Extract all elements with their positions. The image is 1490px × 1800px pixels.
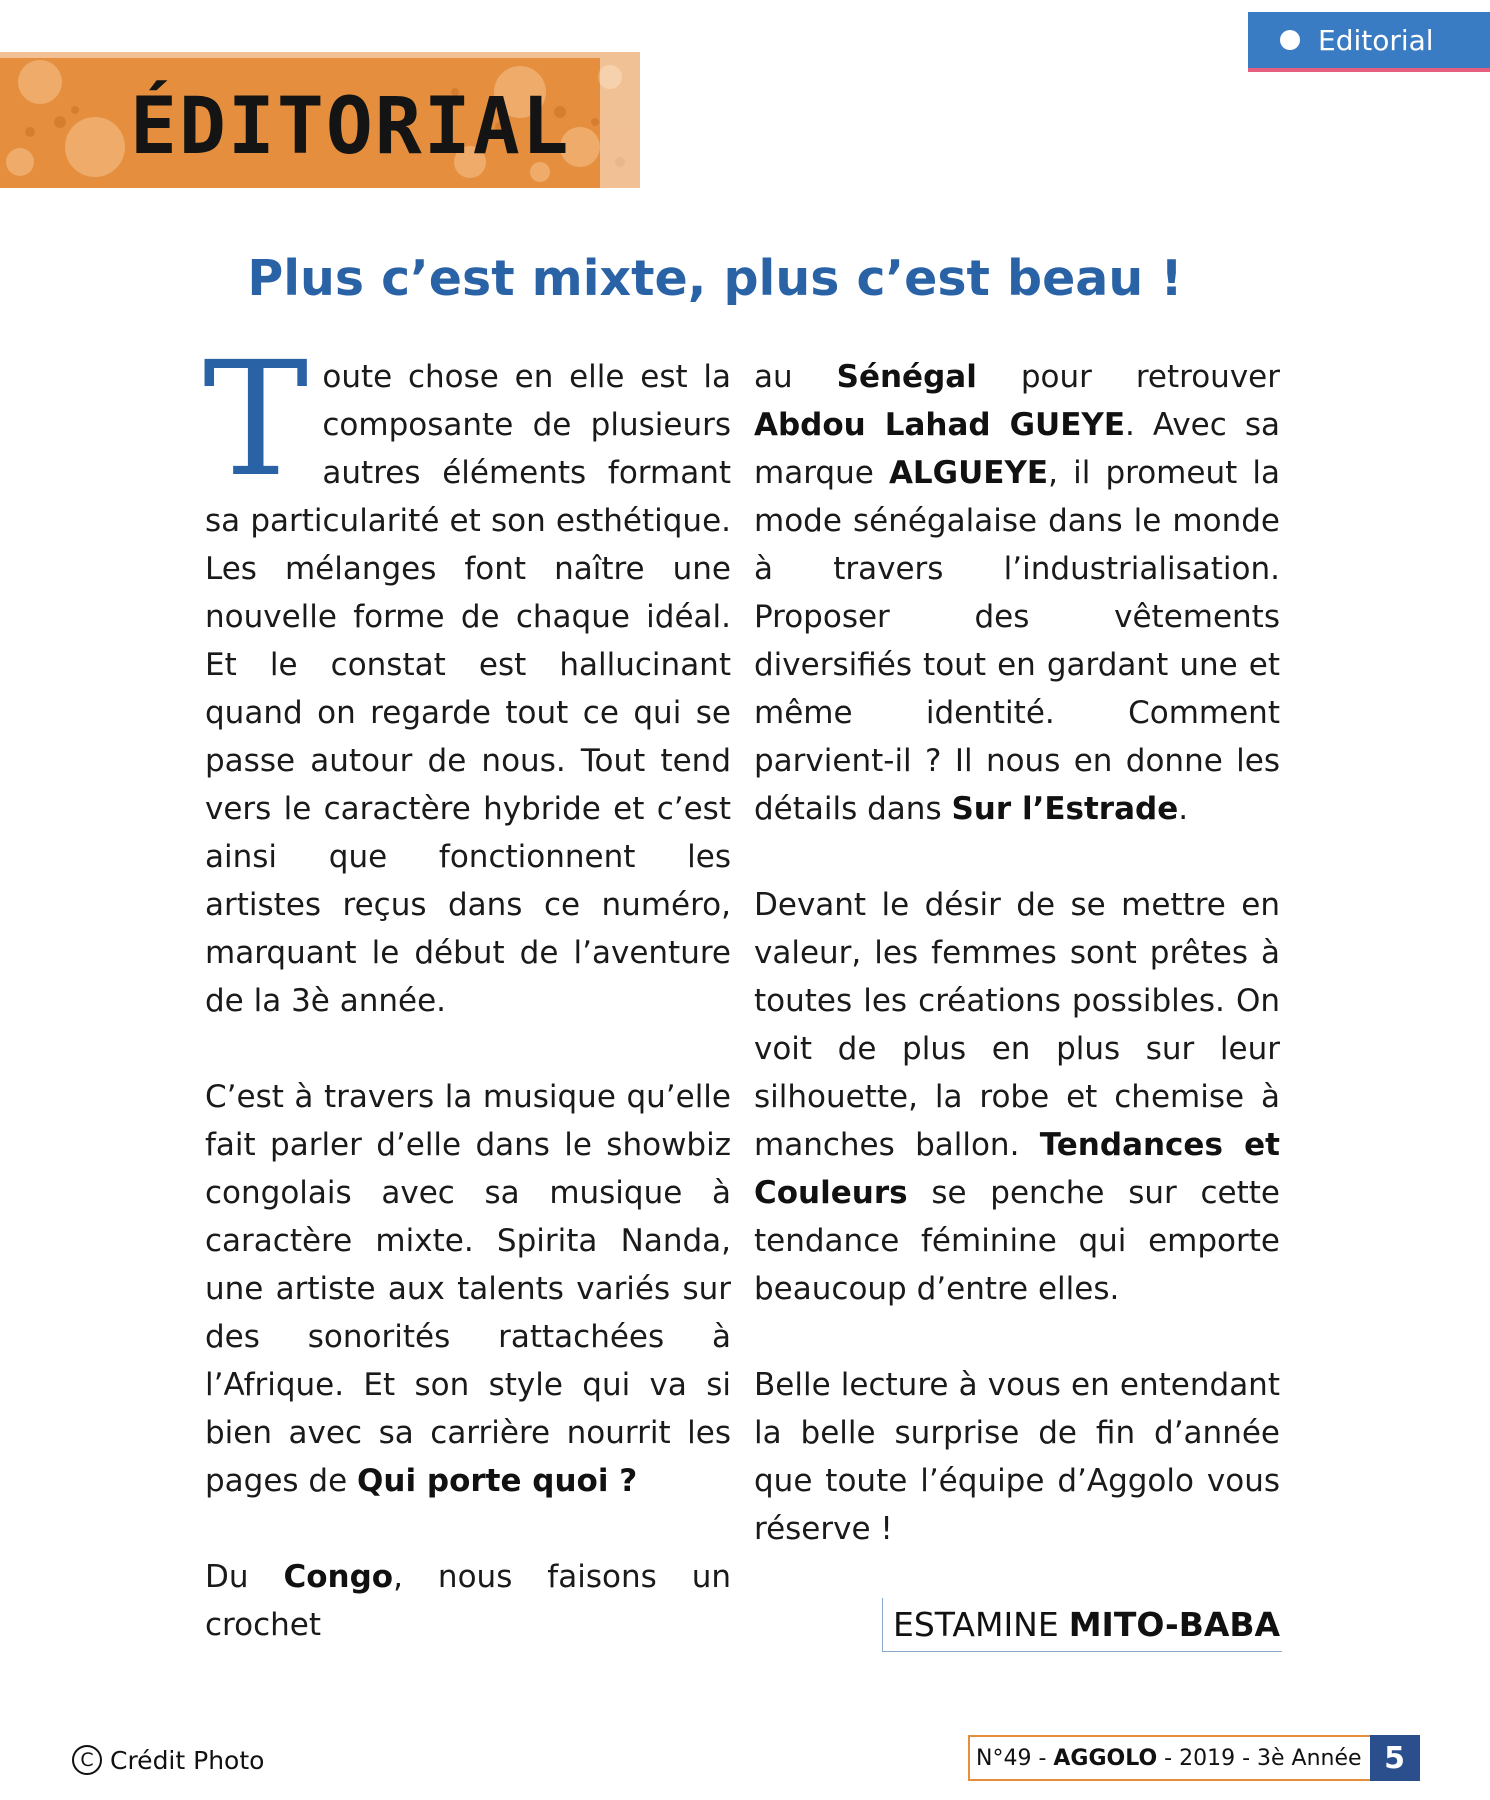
country-name: Sénégal (836, 359, 977, 395)
section-reference: Tendances et Couleurs (754, 1127, 1280, 1211)
section-tab-label: Editorial (1318, 23, 1434, 57)
headline-part: Plus c’est (247, 250, 532, 307)
paragraph-text: oute chose en elle est la composante de plusieurs autres éléments formant sa particularité et son esthétique. Les mélanges font naître une nouvelle forme de chaque idéal. Et le constat est hallucinant quand on regarde tout ce qui se passe autour de nous. Tout tend vers le caractère hybride et c’est ainsi que fonctionnent les artistes reçus dans ce numéro, marquant le début de l’aventure de la 3è année. (205, 359, 731, 1019)
headline-part: ! (1143, 250, 1183, 307)
author-signature (882, 1598, 1282, 1652)
person-name: Abdou Lahad GUEYE (754, 407, 1126, 443)
photo-credit (72, 1745, 264, 1775)
headline-bold: beau (1007, 250, 1144, 307)
copyright-icon: C (72, 1745, 102, 1775)
paragraph (754, 881, 1280, 1313)
paragraph (203, 328, 731, 1025)
paragraph (205, 1553, 731, 1649)
right-column (754, 353, 1280, 1601)
author-last-name: MITO-BABA (1068, 1605, 1281, 1644)
page-number: 5 (1370, 1735, 1420, 1781)
banner-title: ÉDITORIAL (130, 82, 571, 172)
paragraph-text: , il promeut la mode sénégalaise dans le monde à travers l’industrialisation. Proposer des vêtements diversifiés tout en gardant une et même identité. Comment parvient-il ? Il nous en donne les détails dans (754, 455, 1280, 827)
paragraph (754, 1361, 1280, 1553)
paragraph-text: pour retrouver (976, 359, 1280, 395)
paragraph-text: , nous faisons un crochet (205, 1559, 732, 1643)
paragraph-text: Du (205, 1559, 284, 1595)
issue-prefix: N°49 - (976, 1745, 1054, 1771)
section-reference: Sur l’Estrade (951, 791, 1179, 827)
country-name: Congo (283, 1559, 394, 1595)
paragraph (205, 1073, 731, 1505)
paragraph-text: au (754, 359, 837, 395)
drop-cap: T (203, 328, 309, 512)
headline-part: , plus c’est (687, 250, 1007, 307)
issue-suffix: - 2019 - 3è Année (1157, 1745, 1362, 1771)
paragraph-text: Belle lecture à vous en entendant la belle surprise de fin d’année que toute l’équipe d’Aggolo vous réserve ! (754, 1367, 1280, 1547)
issue-info (968, 1735, 1420, 1781)
brand-name: ALGUEYE (888, 455, 1049, 491)
editorial-banner (0, 52, 640, 188)
paragraph-text: . (1178, 791, 1189, 827)
headline-bold: mixte (531, 250, 688, 307)
paragraph-text: Devant le désir de se mettre en valeur, les femmes sont prêtes à toutes les créations possibles. On voit de plus en plus sur leur silhouette, la robe et chemise à manches ballon. (754, 887, 1280, 1163)
magazine-name: AGGOLO (1053, 1745, 1158, 1771)
page-headline (0, 250, 1430, 307)
paragraph-text: C’est à travers la musique qu’elle fait parler d’elle dans le showbiz congolais avec sa musique à caractère mixte. Spirita Nanda, une artiste aux talents variés sur des sonorités rattachées à l’Afrique. Et son style qui va si bien avec sa carrière nourrit les pages de (205, 1079, 731, 1499)
paragraph (754, 353, 1280, 833)
paragraph-text: . Avec sa marque (754, 407, 1280, 491)
section-tab (1248, 12, 1490, 72)
paragraph-text: se penche sur cette tendance féminine qui emporte beaucoup d’entre elles. (754, 1175, 1280, 1307)
photo-credit-label: Crédit Photo (110, 1745, 265, 1775)
author-first-name: ESTAMINE (893, 1605, 1059, 1644)
section-reference: Qui porte quoi ? (357, 1463, 638, 1499)
left-column (203, 328, 732, 1697)
issue-text (970, 1746, 1370, 1771)
bullet-dot-icon (1280, 30, 1300, 50)
